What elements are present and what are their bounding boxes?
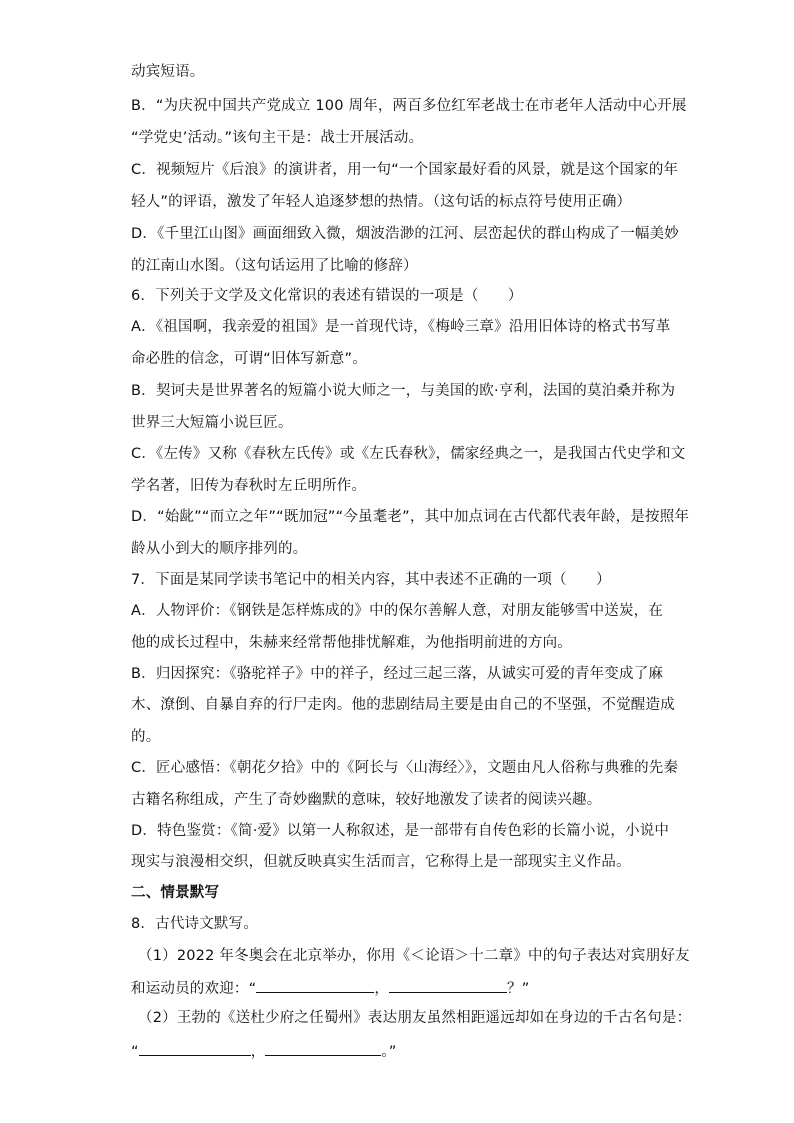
answer-blank[interactable] xyxy=(139,1040,251,1056)
text-line: 世界三大短篇小说巨匠。 xyxy=(131,415,293,431)
option-a-line: A．人物评价：《钢铁是怎样炼成的》中的保尔善解人意，对朋友能够雪中送炭，在 xyxy=(131,603,664,619)
option-b-line: B．归因探究：《骆驼祥子》中的祥子，经过三起三落，从诚实可爱的青年变成了麻 xyxy=(131,666,664,682)
question-6-stem: 6．下列关于文学及文化常识的表述有错误的一项是（ ） xyxy=(131,288,523,304)
question-8-stem: 8．古代诗文默写。 xyxy=(131,916,259,932)
option-c-line: C．视频短片《后浪》的演讲者，用一句“一个国家最好看的风景，就是这个国家的年 xyxy=(131,162,679,178)
text-line: 他的成长过程中，朱赫来经常帮他排忧解难，为他指明前进的方向。 xyxy=(131,635,572,651)
text-line: 的。 xyxy=(131,729,161,745)
question-8-2-stem: （2）王勃的《送杜少府之任蜀州》表达朋友虽然相距遥远却如在身边的千古名句是： xyxy=(138,1010,692,1026)
option-c-line: C．匠心感悟：《朝花夕拾》中的《阿长与〈山海经〉》，文题由凡人俗称与典雅的先秦 xyxy=(131,760,679,776)
text-segment: “ xyxy=(131,1044,139,1060)
text-line: 命必胜的信念，可谓“旧体写新意”。 xyxy=(131,351,367,367)
section-heading: 二、情景默写 xyxy=(131,885,220,901)
text-segment: ， xyxy=(250,1044,266,1060)
text-line: 木、潦倒、自暴自弃的行尸走肉。他的悲剧结局主要是由自己的不坚强，不觉醒造成 xyxy=(131,697,675,713)
text-line: 轻人”的评语，激发了年轻人追逐梦想的热情。（这句话的标点符号使用正确） xyxy=(131,194,632,210)
option-d-line: D．《千里江山图》画面细致入微，烟波浩渺的江河、层峦起伏的群山构成了一幅美妙 xyxy=(131,226,680,242)
text-line: 古籍名称组成，产生了奇妙幽默的意味，较好地激发了读者的阅读兴趣。 xyxy=(131,792,602,808)
question-7-stem: 7．下面是某同学读书笔记中的相关内容，其中表述不正确的一项（ ） xyxy=(131,572,611,588)
text-line: 龄从小到大的顺序排列的。 xyxy=(131,541,308,557)
option-d-line: D．特色鉴赏：《简·爱》以第一人称叙述，是一部带有自传色彩的长篇小说，小说中 xyxy=(131,823,670,839)
option-b-line: B．“为庆祝中国共产党成立 100 周年，两百多位红军老战士在市老年人活动中心开展 xyxy=(131,98,687,114)
answer-blank[interactable] xyxy=(265,1040,381,1056)
fill-in-line-1 xyxy=(131,977,671,999)
text-segment: 。” xyxy=(381,1044,397,1060)
question-8-1-stem: （1）2022 年冬奥会在北京举办，你用《＜论语＞十二章》中的句子表达对宾朋好友 xyxy=(138,948,690,964)
text-segment: 和运动员的欢迎：“ xyxy=(131,981,257,997)
text-segment: ， xyxy=(374,981,390,997)
option-b-line: B．契诃夫是世界著名的短篇小说大师之一，与美国的欧·亨利，法国的莫泊桑并称为 xyxy=(131,383,676,399)
text-line: 动宾短语。 xyxy=(131,64,205,80)
answer-blank[interactable] xyxy=(389,977,507,993)
text-line: 学名著，旧传为春秋时左丘明所作。 xyxy=(131,478,367,494)
option-d-line: D．“始龀”“而立之年”“既加冠”“今虽耄老”，其中加点词在古代都代表年龄，是按照年 xyxy=(131,509,690,525)
text-line: “学党史’活动。”该句主干是：战士开展活动。 xyxy=(131,130,424,146)
text-line: 现实与浪漫相交织，但就反映真实生活而言，它称得上是一部现实主义作品。 xyxy=(131,854,631,870)
text-line: 的江南山水图。（这句话运用了比喻的修辞） xyxy=(131,258,418,274)
answer-blank[interactable] xyxy=(256,977,374,993)
option-c-line: C．《左传》又称《春秋左氏传》或《左氏春秋》，儒家经典之一，是我国古代史学和文 xyxy=(131,446,686,462)
text-segment: ？” xyxy=(507,981,530,997)
fill-in-line-2 xyxy=(131,1040,671,1062)
option-a-line: A．《祖国啊，我亲爱的祖国》是一首现代诗，《梅岭三章》沿用旧体诗的格式书写革 xyxy=(131,319,671,335)
